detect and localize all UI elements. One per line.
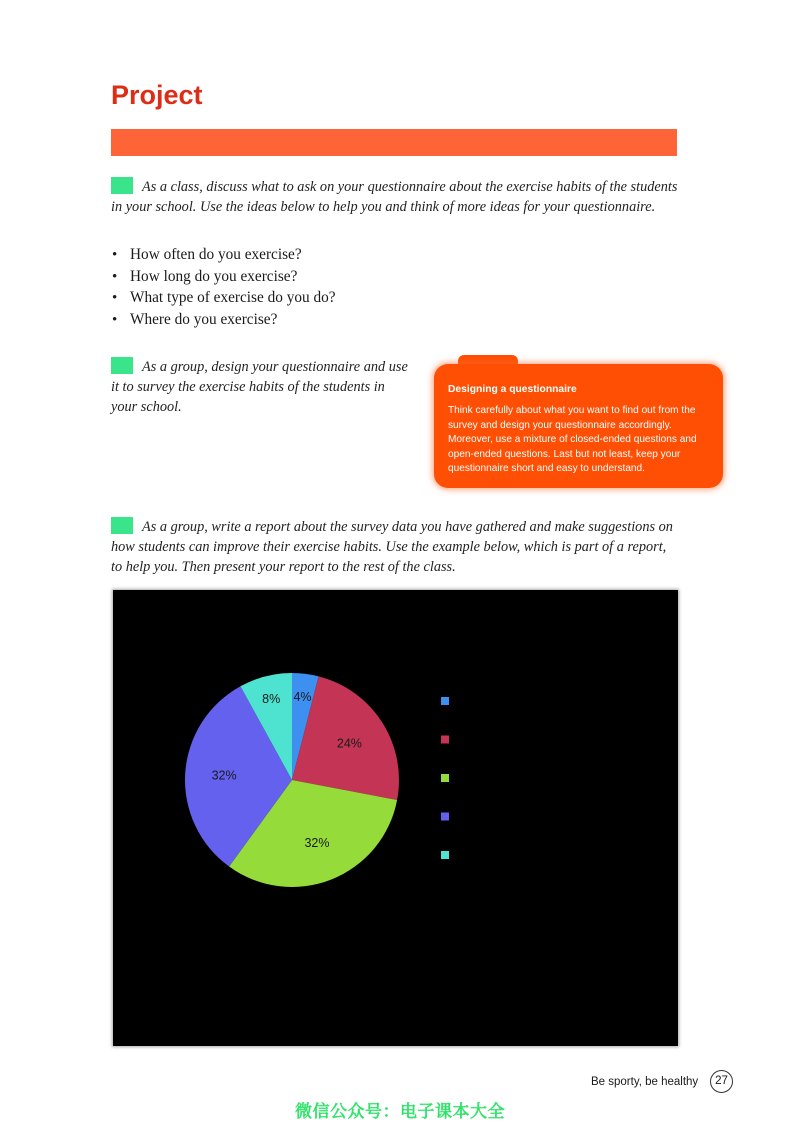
legend-swatch — [441, 813, 449, 821]
list-item: • Where do you exercise? — [112, 309, 336, 331]
tip-box — [434, 364, 723, 488]
tip-title: Designing a questionnaire — [448, 384, 577, 395]
slice-data-label: 32% — [211, 768, 237, 783]
step-2 — [111, 357, 411, 417]
step-3-marker — [111, 517, 133, 534]
slice-data-label: 8% — [262, 692, 281, 707]
page-number: 27 — [710, 1070, 733, 1093]
step-1 — [111, 177, 679, 217]
step-1-marker — [111, 177, 133, 194]
watermark: 微信公众号：电子课本大全 — [295, 1102, 505, 1122]
legend-swatch — [441, 697, 449, 705]
legend-swatch — [441, 736, 449, 744]
page-title: Project — [111, 80, 203, 110]
footer-unit-title: Be sporty, be healthy — [591, 1076, 699, 1088]
step-2-marker — [111, 357, 133, 374]
slice-data-label: 32% — [304, 836, 330, 851]
step-1-text: As a class, discuss what to ask on your questionnaire about the exercise habits of the students in your school. Use the ideas below to help you and think of more ideas for your questionnaire. — [111, 179, 678, 215]
step-3 — [111, 517, 679, 577]
legend-swatch — [441, 851, 449, 859]
title-bar — [111, 129, 677, 156]
list-item: • How long do you exercise? — [112, 266, 336, 288]
legend-swatch — [441, 774, 449, 782]
slice-data-label: 24% — [336, 736, 362, 751]
pie-chart — [113, 590, 678, 1046]
pie-chart-panel — [113, 590, 678, 1046]
step-2-text: As a group, design your questionnaire and use it to survey the exercise habits of the students in your school. — [111, 359, 408, 415]
question-ideas-list — [112, 244, 336, 330]
step-3-text: As a group, write a report about the survey data you have gathered and make suggestions on how students can improve their exercise habits. Use the example below, which is part of a report, to help you. Then present your report to the rest of the class. — [111, 519, 673, 575]
list-item: • How often do you exercise? — [112, 244, 336, 266]
list-item: • What type of exercise do you do? — [112, 287, 336, 309]
tip-body: Think carefully about what you want to find out from the survey and design your questionnaire accordingly. Moreover, use a mixture of closed-ended questions and open-ended questions. Last but not least, keep your questionnaire short and easy to understand. — [448, 405, 697, 475]
slice-data-label: 4% — [293, 690, 312, 705]
